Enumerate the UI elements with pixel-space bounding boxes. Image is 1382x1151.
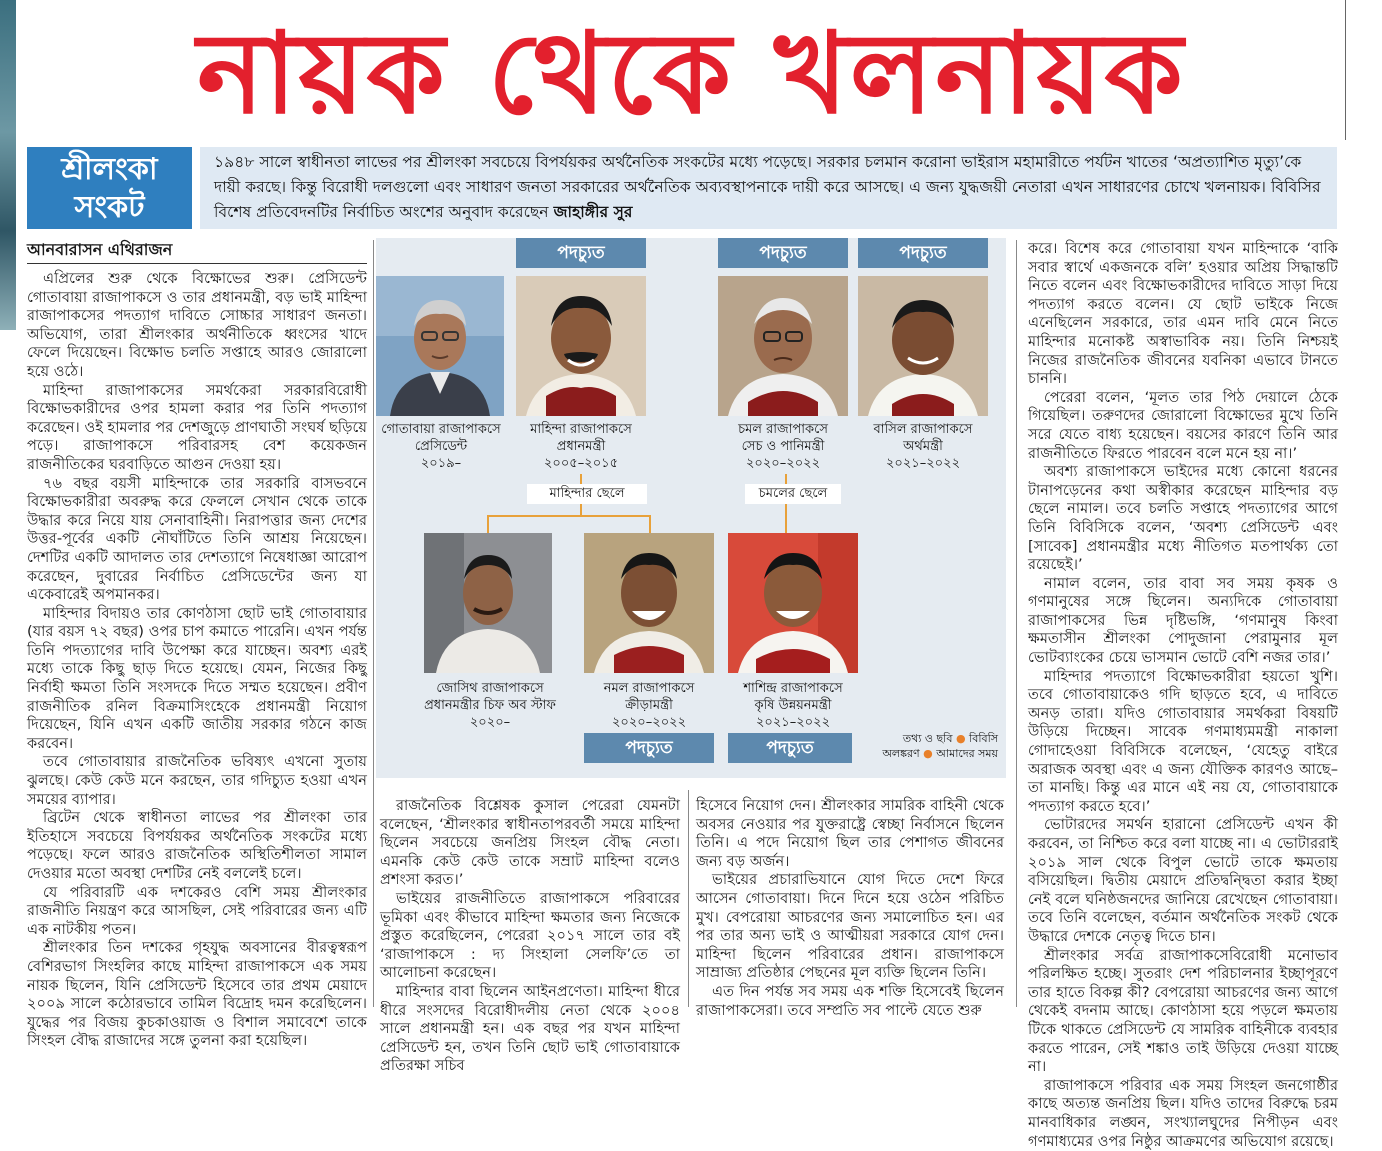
paragraph: মাহিন্দার বিদায়ও তার কোণঠাসা ছোট ভাই গোতাবায়ার (যার বয়স ৭২ বছর) ওপর চাপ কমাতে পারেনি। এখন পর্যন্ত তিনি পদত্যাগের দাবি উপেক্ষা করে যাচ্ছেন। অবশ্য এরই মধ্যে তাকে কিছু ছাড় দিতে হয়েছে। যেমন, নিজের কিছু নির্বাহী ক্ষমতা তিনি সংসদকে দিতে সম্মত হয়েছেন। প্রবীণ রাজনীতিক রনিল বিক্রমাসিংহেকে প্রধানমন্ত্রী নিয়োগ দিয়েছেন, যিনি এখন একটি জাতীয় সরকার গঠনে কাজ করবেন।	[27, 604, 367, 752]
person-role: প্রধানমন্ত্রী	[556, 439, 606, 454]
ousted-label: পদচ্যুত	[584, 733, 714, 763]
left-edge-image-strip	[0, 0, 16, 330]
paragraph: রাজনৈতিক বিশ্লেষক কুসাল পেরেরা যেমনটা বলেছেন, ‘শ্রীলংকার স্বাধীনতাপরবর্তী সময়ে মাহিন্দা ছিলেন সবচেয়ে জনপ্রিয় সিংহল বৌদ্ধ নেতা। এমনকি কেউ কেউ তাকে সম্রাট মাহিন্দা বলেও প্রশংসা করত।’	[380, 797, 680, 889]
ousted-label: পদচ্যুত	[516, 238, 646, 268]
person-role: প্রধানমন্ত্রীর চিফ অব স্টাফ	[424, 698, 556, 713]
paragraph: করে। বিশেষ করে গোতাবায়া যখন মাহিন্দাকে ‘বাকি সবার স্বার্থে একজনকে বলি’ হওয়ার অপ্রিয় সিদ্ধান্তটি নিতে বলেন এবং বিক্ষোভকারীদের দাবিতে সাড়া দিয়ে পদত্যাগ করতে বলেন। যে ছোট ভাইকে নিজে এনেছিলেন সরকারে, তার এমন দাবি মেনে নিতে মাহিন্দার মনোকষ্ট অস্বাভাবিক নয়। তিনি নিশ্চয়ই নিজের রাজনৈতিক জীবনের যবনিকা এভাবে টানতে চাননি।	[1028, 240, 1338, 388]
person-name: মাহিন্দা রাজাপাকসে	[530, 422, 632, 437]
ousted-label: পদচ্যুত	[858, 238, 988, 268]
connector-line	[487, 515, 489, 533]
paragraph: ৭৬ বছর বয়সী মাহিন্দাকে তার সরকারি বাসভবনে বিক্ষোভকারীরা অবরুদ্ধ করে ফেললে সেখান থেকে তাকে উদ্ধার করে নিয়ে যায় সেনাবাহিনী। নিরাপত্তার জন্য দেশের উত্তর-পূর্বের একটি নৌঘাঁটিতে তিনি আশ্রয় নিয়েছেন। দেশটির একটি আদালত তার দেশত্যাগে নিষেধাজ্ঞা আরোপ করেছেন, দুবারের নির্বাচিত প্রেসিডেন্টের জন্য যা একেবারেই অপমানকর।	[27, 474, 367, 604]
person-role: প্রেসিডেন্ট	[414, 439, 468, 454]
article-column-1	[27, 270, 367, 1050]
photo-basil	[858, 276, 988, 416]
paragraph: নামাল বলেন, তার বাবা সব সময় কৃষক ও গণমানুষের সঙ্গে ছিলেন। অন্যদিকে গোতাবায়া রাজাপাকসের ভিন্ন দৃষ্টিভঙ্গি, ‘গণমানুষ কিংবা ক্ষমতাসীন শ্রীলংকা পোদুজানা পেরামুনার মূল ভোটব্যাংকের চেয়ে ভাসমান ভোটে বেশি নজর তার।’	[1028, 574, 1338, 667]
column-divider	[688, 790, 689, 1007]
photo-namal	[584, 533, 714, 673]
article-column-2	[380, 797, 680, 1075]
person-role: সেচ ও পানিমন্ত্রী	[741, 439, 825, 454]
caption-chamal	[710, 421, 856, 472]
connector-line	[785, 504, 787, 533]
caption-gotabaya	[370, 421, 512, 472]
connector-line	[649, 515, 651, 533]
person-role: ক্রীড়ামন্ত্রী	[625, 698, 673, 713]
credit-bbc: বিবিসি	[969, 732, 998, 745]
credit-dot: ●	[923, 747, 933, 760]
person-name: চমল রাজাপাকসে	[738, 422, 828, 437]
article-column-4	[1028, 240, 1338, 1150]
caption-basil	[850, 421, 996, 472]
photo-mahinda	[516, 276, 646, 416]
caption-mahinda	[508, 421, 654, 472]
photo-gotabaya	[376, 276, 504, 416]
connector-line	[487, 515, 651, 517]
paragraph: হিসেবে নিয়োগ দেন। শ্রীলংকার সামরিক বাহিনী থেকে অবসর নেওয়ার পর যুক্তরাষ্ট্রে স্বেচ্ছা নির্বাসনে ছিলেন তিনি। এ পদে নিয়োগ ছিল তার পেশাগত জীবনের জন্য বড় অর্জন।	[696, 797, 1004, 870]
intro-box	[200, 147, 1337, 229]
paragraph: ভোটারদের সমর্থন হারানো প্রেসিডেন্ট এখন কী করবেন, তা নিশ্চিত করে বলা যাচ্ছে না। এ ভোটাররাই ২০১৯ সাল থেকে বিপুল ভোটে তাকে ক্ষমতায় বসিয়েছিল। দ্বিতীয় মেয়াদে প্রতিদ্বন্দ্বিতা করার ইচ্ছা নেই বলে ঘনিষ্ঠজনদের জানিয়ে রেখেছেন গোতাবায়া। তবে তিনি বলেছেন, বর্তমান অর্থনৈতিক সংকট থেকে উদ্ধারে দেশকে নেতৃত্ব দিতে চান।	[1028, 816, 1338, 945]
credit-ours: আমাদের সময়	[936, 747, 998, 760]
person-name: বাসিল রাজাপাকসে	[873, 422, 973, 437]
ousted-label: পদচ্যুত	[728, 733, 852, 763]
paragraph: শ্রীলংকার সর্বত্র রাজাপাকসেবিরোধী মনোভাব পরিলক্ষিত হচ্ছে। সুতরাং দেশ পরিচালনার ইচ্ছাপূরণে তার হাতে বিকল্প কী? বেপরোয়া আচরণের জন্য আগে থেকেই বদনাম আছে। কোণঠাসা হয়ে পড়লে ক্ষমতায় টিকে থাকতে প্রেসিডেন্ট যে সামরিক বাহিনীকে ব্যবহার করতে পারেন, সেই শঙ্কাও তাই উড়িয়ে দেওয়া যাচ্ছে না।	[1028, 946, 1338, 1076]
paragraph: মাহিন্দার পদত্যাগে বিক্ষোভকারীরা হয়তো খুশি। তবে গোতাবায়াকেও গদি ছাড়তে হবে, এ দাবিতে অনড় তারা। যদিও গোতাবায়ার সমর্থকরা বিষয়টি উড়িয়ে দিচ্ছেন। সাবেক গণমাধ্যমমন্ত্রী নাকালা গোদাহেওয়া বিবিসিকে বলেছেন, ‘যেহেতু বাইরে অরাজক অবস্থা এবং এ জন্য যৌক্তিক কারণও আছে– তা মানছি। কিন্তু এর মানে এই নয় যে, গোতাবায়াকে পদত্যাগ করতে হবে।’	[1028, 667, 1338, 815]
column-divider	[373, 240, 374, 1007]
photo-credit	[860, 731, 998, 761]
photo-yoshitha	[424, 533, 552, 673]
credit-info-photo: তথ্য ও ছবি	[902, 732, 953, 745]
sons-of-chamal-label: চমলের ছেলে	[745, 484, 841, 504]
article-column-3	[696, 797, 1004, 1019]
paragraph: অবশ্য রাজাপাকসে ভাইদের মধ্যে কোনো ধরনের টানাপড়েনের কথা অস্বীকার করেছেন মাহিন্দার বড় ছেলে নামাল। তবে চলতি সপ্তাহে পদত্যাগের আগে তিনি বিবিসিকে বলেন, ‘অবশ্য প্রেসিডেন্ট এবং [সাবেক] প্রধানমন্ত্রীর মধ্যে নীতিগত মতপার্থক্য তো রয়েছেই।’	[1028, 463, 1338, 574]
photo-shasheendra	[728, 533, 858, 673]
caption-shasheendra	[720, 680, 866, 731]
paragraph: ভাইয়ের প্রচারাভিযানে যোগ দিতে দেশে ফিরে আসেন গোতাবায়া। দিনে দিনে হয়ে ওঠেন পরিচিত মুখ। বেপরোয়া আচরণের জন্য সমালোচিত হন। এর পর তার অন্য ভাই ও আত্মীয়রা সরকারে যোগ দেন। মাহিন্দা ছিলেন পরিবারের প্রধান। রাজাপাকসে সাম্রাজ্য প্রতিষ্ঠার পেছনের মূল ব্যক্তি ছিলেন তিনি।	[696, 871, 1004, 982]
intro-text: ১৯৪৮ সালে স্বাধীনতা লাভের পর শ্রীলংকা সবচেয়ে বিপর্যয়কর অর্থনৈতিক সংকটের মধ্যে পড়েছে। সরকার চলমান করোনা ভাইরাস মহামারীতে পর্যটন খাতের ‘অপ্রত্যাশিত মৃত্যু’কে দায়ী করছে। কিন্তু বিরোধী দলগুলো এবং সাধারণ জনতা সরকারের অর্থনৈতিক অব্যবস্থাপনাকে দায়ী করে আসছে। এ জন্য যুদ্ধজয়ী নেতারা এখন সাধারণের চোখে খলনায়ক। বিবিসির বিশেষ প্রতিবেদনটির নির্বাচিত অংশের অনুবাদ করেছেন	[214, 153, 1321, 221]
credit-decor: অলঙ্করণ	[882, 747, 920, 760]
paragraph: তবে গোতাবায়ার রাজনৈতিক ভবিষ্যৎ এখনো সুতায় ঝুলছে। কেউ কেউ মনে করছেন, তার গদিচ্যুত হওয়া এখন সময়ের ব্যাপার।	[27, 753, 367, 808]
sons-of-mahinda-label: মাহিন্দার ছেলে	[527, 484, 647, 504]
photo-chamal	[718, 276, 848, 416]
paragraph: এত দিন পর্যন্ত সব সময় এক শক্তি হিসেবেই ছিলেন রাজাপাকসেরা। তবে সম্প্রতি সব পাল্টে যেতে শুরু	[696, 982, 1004, 1019]
paragraph: যে পরিবারটি এক দশকেরও বেশি সময় শ্রীলংকার রাজনীতি নিয়ন্ত্রণ করে আসছিল, সেই পরিবারের জন্য এটি এক নাটকীয় পতন।	[27, 883, 367, 938]
section-tag-line2: সংকট	[74, 190, 145, 225]
byline: আনবারাসন এথিরাজন	[27, 240, 173, 259]
paragraph: শ্রীলংকার তিন দশকের গৃহযুদ্ধ অবসানের বীরত্বস্বরূপ বেশিরভাগ সিংহলির কাছে মাহিন্দা রাজাপাকসে এক সময় নায়ক ছিলেন, যিনি প্রেসিডেন্ট হিসেবে তার প্রথম মেয়াদে ২০০৯ সালে কঠোরভাবে তামিল বিদ্রোহ দমন করেছিলেন। যুদ্ধের পর বিজয় কুচকাওয়াজ ও বিশাল সমাবেশে তাকে সিংহল বৌদ্ধ রাজাদের সঙ্গে তুলনা করা হয়েছিল।	[27, 939, 367, 1050]
headline: নায়ক থেকে খলনায়ক	[197, 9, 1185, 139]
person-role: কৃষি উন্নয়নমন্ত্রী	[754, 698, 832, 713]
person-role: অর্থমন্ত্রী	[903, 439, 943, 454]
person-name: শাশিন্দ্র রাজাপাকসে	[743, 681, 843, 696]
paragraph: ব্রিটেন থেকে স্বাধীনতা লাভের পর শ্রীলংকা তার ইতিহাসে সবচেয়ে বিপর্যয়কর অর্থনৈতিক সংকটের মধ্যে পড়েছে। ফলে আরও রাজনৈতিক অস্থিতিশীলতা সামাল দেওয়ার মতো অবস্থা দেশটির নেই বললেই চলে।	[27, 809, 367, 882]
column-divider	[1016, 240, 1017, 1007]
person-years: ২০২০–	[469, 715, 511, 730]
paragraph: রাজাপাকসে পরিবার এক সময় সিংহল জনগোষ্ঠীর কাছে অত্যন্ত জনপ্রিয় ছিল। যদিও তাদের বিরুদ্ধে চরম মানবাধিকার লঙ্ঘন, সংখ্যালঘুদের নিপীড়ন এবং গণমাধ্যমের ওপর নিষ্ঠুর আক্রমণের অভিযোগ রয়েছে।	[1028, 1076, 1338, 1150]
translator-name: জাহাঙ্গীর সুর	[553, 203, 633, 221]
caption-yoshitha	[412, 680, 568, 731]
person-years: ২০০৫–২০১৫	[543, 456, 619, 471]
caption-namal	[576, 680, 722, 731]
paragraph: ভাইয়ের রাজনীতিতে রাজাপাকসে পরিবারের ভূমিকা এবং কীভাবে মাহিন্দা ক্ষমতার জন্য নিজেকে প্রস্তুত করেছিলেন, পেরেরা ২০১৭ সালে তার বই ‘রাজাপাকসে : দ্য সিংহালা সেলফি’তে তা আলোচনা করেছেন।	[380, 889, 680, 982]
right-edge-rule	[1345, 0, 1346, 140]
byline-rule	[27, 263, 367, 264]
paragraph: মাহিন্দা রাজাপাকসের সমর্থকেরা সরকারবিরোধী বিক্ষোভকারীদের ওপর হামলা করার পর তিনি পদত্যাগ করেছেন। ওই হামলার পর দেশজুড়ে প্রাণঘাতী সংঘর্ষ ছড়িয়ে পড়ে। রাজাপাকসে পরিবারসহ বেশ কয়েকজন রাজনীতিকের ঘরবাড়িতে আগুন দেওয়া হয়।	[27, 381, 367, 473]
ousted-label: পদচ্যুত	[718, 238, 848, 268]
paragraph: এপ্রিলের শুরু থেকে বিক্ষোভের শুরু। প্রেসিডেন্ট গোতাবায়া রাজাপাকসে ও তার প্রধানমন্ত্রী, বড় ভাই মাহিন্দা রাজাপাকসের পদত্যাগ দাবিতে সোচ্চার সাধারণ জনতা। অভিযোগ, তারা শ্রীলংকার অর্থনীতিকে ধ্বংসের খাদে ফেলে দিয়েছেন। বিক্ষোভ চলতি সপ্তাহে আরও জোরালো হয়ে ওঠে।	[27, 270, 367, 380]
section-tag	[27, 147, 192, 229]
person-years: ২০২০–২০২২	[611, 715, 687, 730]
paragraph: পেরেরা বলেন, ‘মূলত তার পিঠ দেয়ালে ঠেকে গিয়েছিল। তরুণদের জোরালো বিক্ষোভের মুখে তিনি সরে যেতে বাধ্য হয়েছেন। বয়সের কারণে তিনি আর রাজনীতিতে ফিরতে পারবেন বলে মনে হয় না।’	[1028, 388, 1338, 462]
credit-dot: ●	[955, 732, 966, 745]
person-years: ২০১৯–	[420, 456, 462, 471]
person-name: গোতাবায়া রাজাপাকসে	[381, 422, 501, 437]
person-years: ২০২১–২০২২	[885, 456, 961, 471]
person-years: ২০২০–২০২২	[745, 456, 821, 471]
person-name: নমল রাজাপাকসে	[603, 681, 695, 696]
person-name: জোসিথ রাজাপাকসে	[436, 681, 544, 696]
paragraph: মাহিন্দার বাবা ছিলেন আইনপ্রণেতা। মাহিন্দা ধীরে ধীরে সংসদের বিরোধীদলীয় নেতা থেকে ২০০৪ সালে প্রধানমন্ত্রী হন। এক বছর পর যখন মাহিন্দা প্রেসিডেন্ট হন, তখন তিনি ছোট ভাই গোতাবায়াকে প্রতিরক্ষা সচিব	[380, 982, 680, 1075]
section-tag-line1: শ্রীলংকা	[61, 152, 158, 187]
person-years: ২০২১–২০২২	[755, 715, 831, 730]
